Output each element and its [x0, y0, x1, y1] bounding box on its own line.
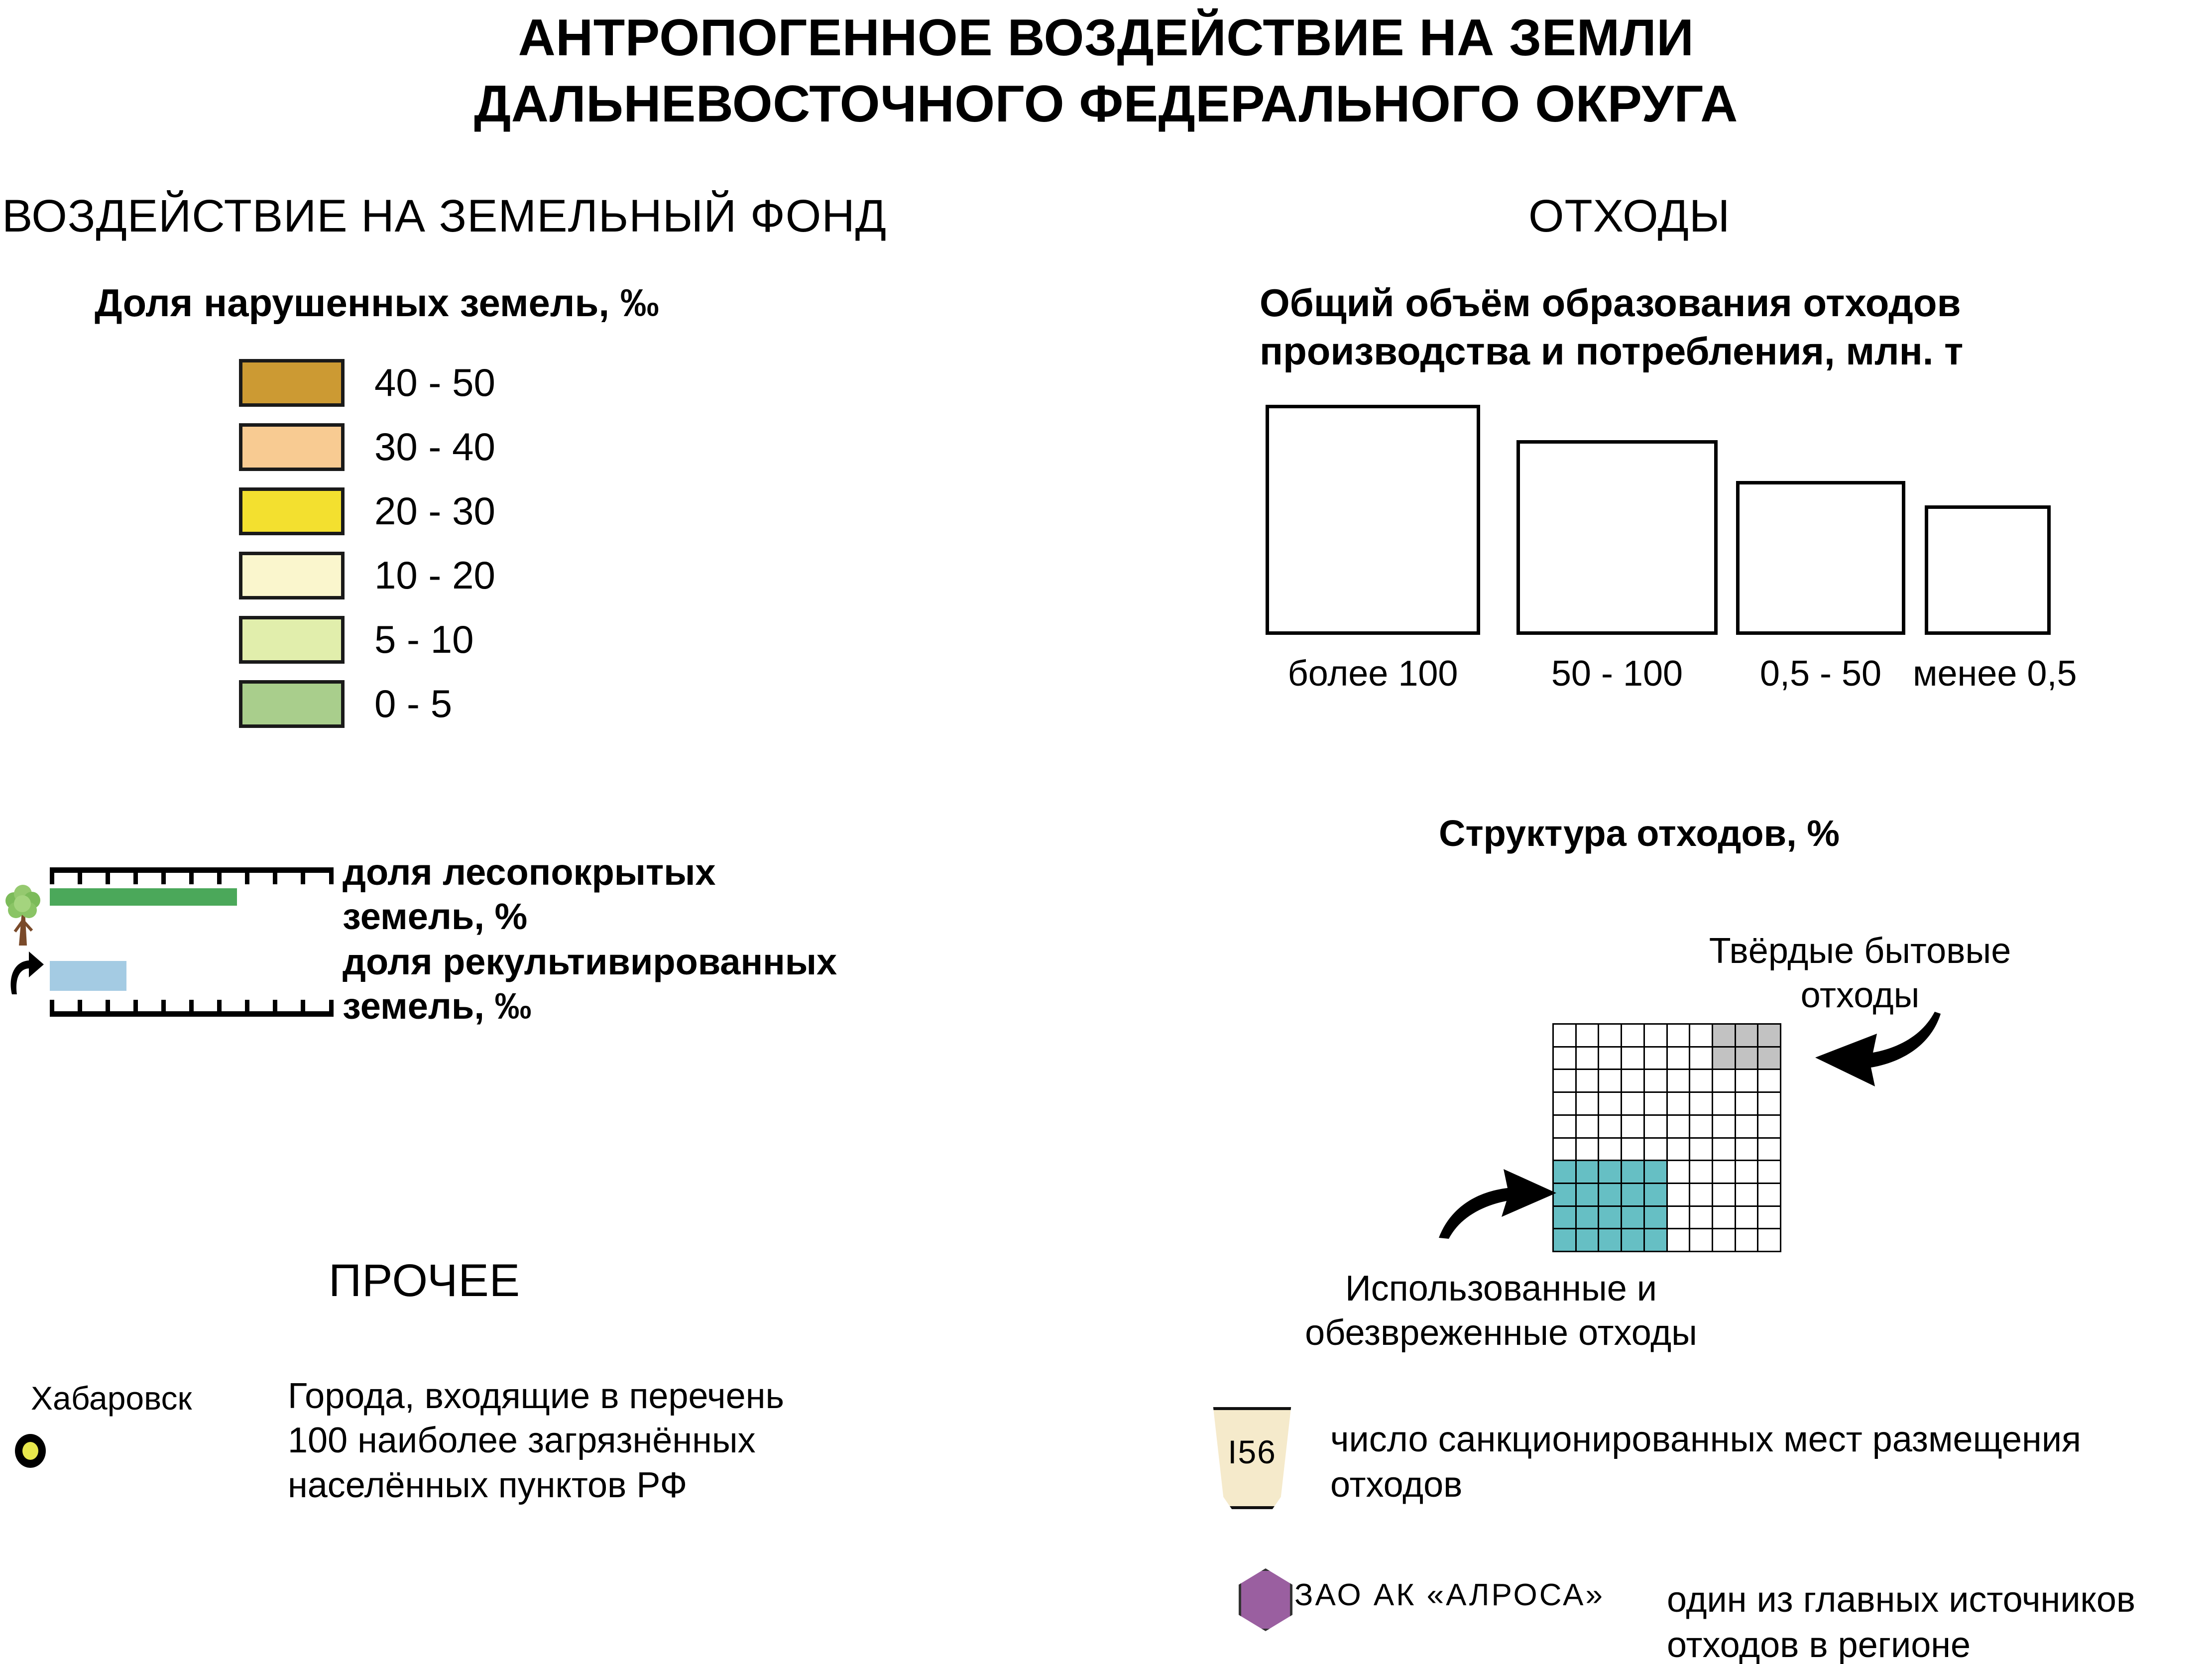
- alrosa-desc-line-1: один из главных источников: [1667, 1580, 2136, 1620]
- waste-volume-bar-50-100: [1516, 440, 1718, 635]
- forest-cover-bar: [50, 888, 237, 906]
- used-waste-callout-arrow-icon: [1434, 1155, 1558, 1240]
- section-heading-other: ПРОЧЕЕ: [329, 1255, 521, 1306]
- msw-callout-arrow-icon: [1782, 1012, 1947, 1101]
- forest-cover-label-line-2: земель, %: [343, 895, 528, 937]
- waste-volume-bar-label-less-05: менее 0,5: [1913, 654, 2077, 694]
- legend-label: 0 - 5: [374, 682, 453, 725]
- forest-cover-scale: [50, 867, 334, 884]
- msw-callout-line-2: отходы: [1800, 975, 1920, 1016]
- color-swatch-5-10: [239, 616, 345, 664]
- waste-volume-bar-label-more-100: более 100: [1287, 654, 1458, 694]
- city-desc-line-3: населённых пунктов РФ: [288, 1465, 688, 1505]
- city-marker-label: Хабаровск: [31, 1380, 192, 1417]
- alrosa-company-name: ЗАО АК «АЛРОСА»: [1294, 1578, 1605, 1612]
- forest-cover-label: [343, 850, 716, 939]
- reclaimed-land-label-line-2: земель, ‰: [343, 985, 532, 1027]
- alrosa-hexagon-icon: [1239, 1568, 1292, 1631]
- recycle-arrow-icon: [5, 949, 46, 997]
- landfill-sites-description: [1330, 1417, 2081, 1507]
- page-title-line-2: ДАЛЬНЕВОСТОЧНОГО ФЕДЕРАЛЬНОГО ОКРУГА: [474, 75, 1738, 133]
- waste-volume-bar-05-50: [1736, 481, 1905, 635]
- city-marker-icon: [15, 1434, 46, 1468]
- color-swatch-40-50: [239, 359, 345, 407]
- city-desc-line-2: 100 наиболее загрязнённых: [288, 1421, 756, 1461]
- waste-volume-bar-label-05-50: 0,5 - 50: [1759, 654, 1882, 694]
- msw-callout-label: [1686, 929, 2034, 1018]
- color-swatch-20-30: [239, 487, 345, 535]
- city-desc-line-1: Города, входящие в перечень: [288, 1376, 784, 1416]
- used-waste-callout-label: [1294, 1267, 1708, 1356]
- disturbed-lands-legend: [239, 355, 495, 740]
- used-waste-callout-line-2: обезвреженные отходы: [1305, 1313, 1697, 1353]
- landfill-sites-icon: [1210, 1407, 1294, 1509]
- waste-volume-heading-line-2: производства и потребления, млн. т: [1260, 329, 1964, 373]
- alrosa-desc-line-2: отходов в регионе: [1667, 1625, 1971, 1664]
- waste-volume-heading-line-1: Общий объём образования отходов: [1260, 281, 1961, 325]
- legend-row: [239, 419, 495, 475]
- legend-row: [239, 355, 495, 411]
- legend-row: [239, 483, 495, 539]
- page-title-line-1: АНТРОПОГЕННОЕ ВОЗДЕЙСТВИЕ НА ЗЕМЛИ: [518, 9, 1694, 67]
- city-marker-description: [288, 1374, 784, 1508]
- legend-label: 5 - 10: [374, 617, 474, 661]
- legend-label: 20 - 30: [374, 489, 495, 533]
- waste-volume-bar-more-100: [1266, 405, 1480, 635]
- tree-icon: [4, 884, 42, 947]
- legend-label: 10 - 20: [374, 553, 495, 597]
- landfill-desc-line-2: отходов: [1330, 1464, 1463, 1505]
- color-swatch-30-40: [239, 423, 345, 471]
- legend-row: [239, 611, 495, 668]
- msw-callout-line-1: Твёрдые бытовые: [1709, 931, 2011, 971]
- forest-scale-ruler: [50, 867, 334, 884]
- waste-structure-grid: [1552, 1023, 1781, 1252]
- disturbed-lands-heading: Доля нарушенных земель, ‰: [95, 281, 659, 325]
- waste-volume-bar-less-05: [1925, 505, 2051, 635]
- reclaimed-land-label: [343, 940, 837, 1029]
- legend-label: 40 - 50: [374, 360, 495, 404]
- landfill-desc-line-1: число санкционированных мест размещения: [1330, 1420, 2082, 1459]
- legend-label: 30 - 40: [374, 425, 495, 469]
- forest-cover-label-line-1: доля лесопокрытых: [343, 851, 716, 893]
- legend-row: [239, 676, 495, 732]
- color-swatch-0-5: [239, 680, 345, 728]
- section-heading-land-fund: ВОЗДЕЙСТВИЕ НА ЗЕМЕЛЬНЫЙ ФОНД: [2, 191, 887, 241]
- color-swatch-10-20: [239, 552, 345, 599]
- waste-volume-heading: [1260, 279, 1963, 375]
- reclaimed-scale-ruler: [50, 1000, 334, 1017]
- legend-row: [239, 547, 495, 603]
- waste-structure-heading: Структура отходов, %: [1439, 813, 1840, 854]
- reclaimed-land-label-line-1: доля рекультивированных: [343, 941, 837, 982]
- page-title: [0, 5, 2212, 137]
- section-heading-waste: ОТХОДЫ: [1528, 191, 1731, 241]
- reclaimed-land-bar: [50, 961, 126, 991]
- used-waste-callout-line-1: Использованные и: [1345, 1269, 1657, 1308]
- waste-volume-bar-label-50-100: 50 - 100: [1551, 654, 1683, 694]
- alrosa-description: [1667, 1577, 2135, 1664]
- landfill-sites-count: I56: [1228, 1433, 1277, 1470]
